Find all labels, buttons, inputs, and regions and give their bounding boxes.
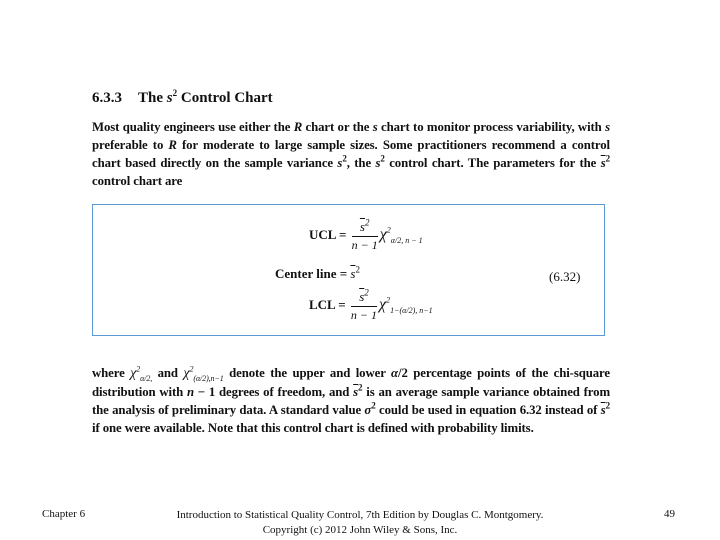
intro-paragraph [92,118,610,190]
text-run: 2 [605,153,610,164]
center-line-equation [275,266,360,282]
text-run: 2 [380,153,385,164]
text-run: and [152,366,184,380]
footer-citation [150,508,570,538]
text-run: R [293,120,303,134]
text-run: n [186,385,195,399]
chi-sup: 2 [136,364,141,374]
chi-sub: α/2, n − 1 [390,236,423,246]
text-run: 2 [342,153,347,164]
lcl-equation [309,289,433,323]
center-sup: 2 [355,264,360,275]
text-run: is an average sample variance obtained from the analysis of preliminary data. A standard value [92,385,611,417]
chi-symbol: χ [183,366,190,381]
chi-sup: 2 [386,225,391,235]
title-superscript: 2 [172,88,178,98]
ucl-chi-square [379,225,423,246]
section-title [92,90,273,107]
text-run: Most quality engineers use either the [92,120,294,134]
text-run: , the [346,156,376,170]
ucl-label: UCL = [309,226,350,242]
chi-sub: (α/2),n−1 [193,373,224,383]
title-variable: s [166,90,173,106]
text-run: for moderate to large sample sizes. Some practitioners recommend a control chart based directly on the sample variance [92,138,610,170]
lcl-numerator: $\overline{s}$ [359,289,365,304]
ucl-numerator-sup: 2 [364,217,370,228]
chi-sup: 2 [189,364,194,374]
lcl-numerator-sup: 2 [364,287,369,298]
chi-symbol: χ [130,366,137,381]
lcl-chi-square [379,295,433,316]
text-run: chart or the [302,120,373,134]
text-run: could be used in equation 6.32 instead of [375,403,601,417]
text-run: preferable to [92,138,169,152]
chi-sup: 2 [386,295,391,305]
text-run: 2 [605,400,610,411]
center-variable: $\overline{s}$ [350,266,356,281]
text-run: σ [364,403,372,417]
text-run: where [92,366,131,380]
text-run: 2 [358,382,363,393]
text-run: 2 [371,400,376,411]
text-run: control chart. The parameters for the [384,156,601,170]
text-run: α [391,366,398,380]
text-run: s [375,156,381,170]
text-run: control chart are [92,174,183,188]
explanation-paragraph [92,364,610,437]
footer-citation-line1: Introduction to Statistical Quality Control, 7th Edition by Douglas C. Montgomery. [176,509,544,521]
page-number: 49 [664,508,675,520]
center-label: Center line = [275,266,351,281]
ucl-denominator: n − 1 [351,238,378,252]
chi-upper [130,366,152,381]
chi-symbol: χ [379,295,387,313]
ucl-equation [309,219,423,253]
chi-sub: α/2, [140,373,153,383]
text-run: denote the upper and lower [223,366,392,380]
chi-symbol: χ [379,225,387,243]
lcl-label: LCL = [309,296,349,312]
text-run: $\overline{s}$ [353,385,359,399]
text-run: s [372,120,378,134]
text-run: $\overline{s}$ [600,403,606,417]
text-run: − 1 degrees of freedom, and [194,385,354,399]
chi-sub: 1−(α/2), n−1 [390,306,433,316]
text-run: s [605,120,610,134]
chi-lower [183,366,223,381]
title-prefix: The [138,90,167,106]
ucl-numerator: $\overline{s}$ [359,219,365,234]
text-run: R [168,138,177,152]
text-run: chart to monitor process variability, with [377,120,606,134]
ucl-fraction [352,219,378,253]
footer-citation-line2: Copyright (c) 2012 John Wiley & Sons, Inc. [262,524,458,536]
lcl-denominator: n − 1 [350,308,378,322]
equation-box [92,204,605,336]
title-suffix: Control Chart [177,90,273,106]
text-run: $\overline{s}$ [600,156,606,170]
section-number: 6.3.3 [92,90,122,106]
footer-chapter: Chapter 6 [42,508,86,520]
text-run: if one were available. Note that this control chart is defined with probability limits. [92,421,534,435]
text-run: /2 percentage points of the chi-square distribution with [92,366,610,399]
equation-number: (6.32) [549,269,581,284]
lcl-fraction [351,289,377,323]
text-run: s [337,156,343,170]
